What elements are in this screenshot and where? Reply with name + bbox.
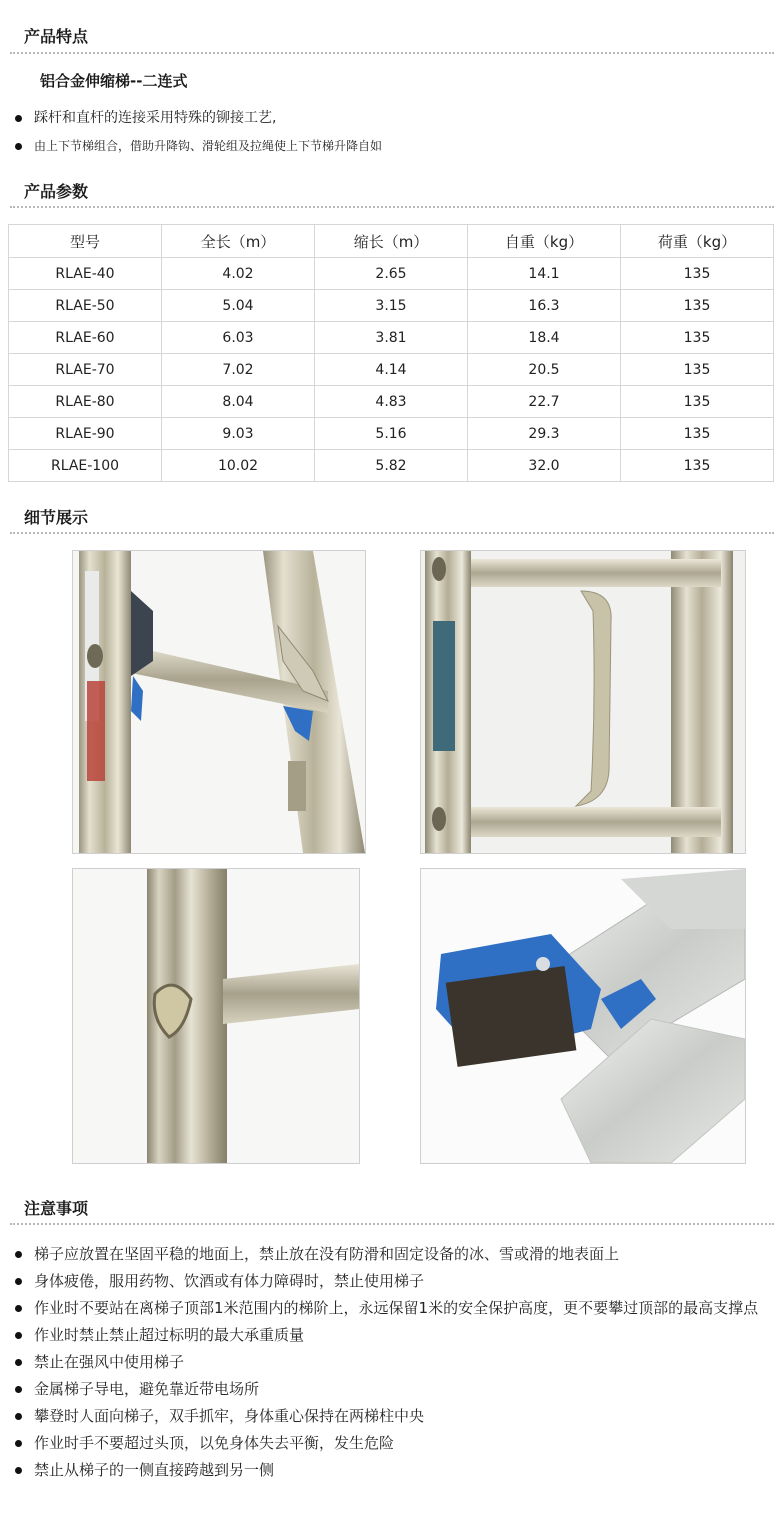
column-header: 自重（kg） — [468, 225, 621, 258]
note-item: 禁止在强风中使用梯子 — [0, 1351, 776, 1373]
note-item: 作业时手不要超过头顶，以免身体失去平衡，发生危险 — [0, 1432, 776, 1454]
table-header-row — [9, 225, 774, 258]
table-cell: 22.7 — [468, 386, 621, 418]
table-cell: 18.4 — [468, 322, 621, 354]
table-row — [9, 354, 774, 386]
note-item: 身体疲倦，服用药物、饮酒或有体力障碍时，禁止使用梯子 — [0, 1270, 776, 1292]
note-item: 禁止从梯子的一侧直接跨越到另一侧 — [0, 1459, 776, 1481]
table-cell: RLAE-40 — [9, 258, 162, 290]
table-cell: 20.5 — [468, 354, 621, 386]
table-cell: 4.83 — [315, 386, 468, 418]
table-cell: 135 — [621, 386, 774, 418]
note-item: 作业时禁止禁止超过标明的最大承重质量 — [0, 1324, 776, 1346]
table-cell: 2.65 — [315, 258, 468, 290]
note-item: 金属梯子导电，避免靠近带电场所 — [0, 1378, 776, 1400]
table-row — [9, 258, 774, 290]
table-cell: 135 — [621, 322, 774, 354]
table-cell: 4.14 — [315, 354, 468, 386]
column-header: 型号 — [9, 225, 162, 258]
table-cell: 8.04 — [162, 386, 315, 418]
table-cell: 29.3 — [468, 418, 621, 450]
table-cell: 32.0 — [468, 450, 621, 482]
params-divider — [10, 206, 774, 208]
details-divider — [10, 532, 774, 534]
detail-photo-rungs — [420, 550, 746, 854]
note-item: 攀登时人面向梯子，双手抓牢，身体重心保持在两梯柱中央 — [0, 1405, 776, 1427]
table-cell: 3.81 — [315, 322, 468, 354]
table-cell: 3.15 — [315, 290, 468, 322]
table-row — [9, 450, 774, 482]
table-cell: 9.03 — [162, 418, 315, 450]
column-header: 荷重（kg） — [621, 225, 774, 258]
features-heading: 产品特点 — [24, 27, 89, 46]
table-cell: RLAE-80 — [9, 386, 162, 418]
table-cell: 5.04 — [162, 290, 315, 322]
table-cell: 5.82 — [315, 450, 468, 482]
table-cell: 135 — [621, 418, 774, 450]
column-header: 全长（m） — [162, 225, 315, 258]
table-cell: 16.3 — [468, 290, 621, 322]
features-divider — [10, 52, 774, 54]
notes-divider — [10, 1223, 774, 1225]
feature-item: 由上下节梯组合，借助升降钩、滑轮组及拉绳使上下节梯升降自如 — [0, 132, 776, 160]
table-row — [9, 386, 774, 418]
detail-photo-joint — [72, 868, 360, 1164]
note-item: 梯子应放置在坚固平稳的地面上，禁止放在没有防滑和固定设备的冰、雪或滑的地表面上 — [0, 1243, 776, 1265]
details-heading: 细节展示 — [24, 508, 89, 527]
table-cell: RLAE-70 — [9, 354, 162, 386]
table-cell: 10.02 — [162, 450, 315, 482]
table-cell: 4.02 — [162, 258, 315, 290]
table-cell: 135 — [621, 450, 774, 482]
table-row — [9, 322, 774, 354]
detail-photo-lock — [72, 550, 366, 854]
table-cell: RLAE-100 — [9, 450, 162, 482]
note-item: 作业时不要站在离梯子顶部1米范围内的梯阶上，永远保留1米的安全保护高度，更不要攀过顶部的最高支撑点 — [0, 1297, 776, 1319]
features-list — [0, 104, 776, 160]
column-header: 缩长（m） — [315, 225, 468, 258]
params-table — [8, 224, 774, 482]
detail-photo-foot — [420, 868, 746, 1164]
table-cell: 7.02 — [162, 354, 315, 386]
table-cell: RLAE-50 — [9, 290, 162, 322]
table-cell: RLAE-60 — [9, 322, 162, 354]
product-subtitle: 铝合金伸缩梯--二连式 — [40, 72, 188, 90]
table-cell: 135 — [621, 258, 774, 290]
table-row — [9, 290, 774, 322]
table-row — [9, 418, 774, 450]
table-cell: 135 — [621, 290, 774, 322]
table-cell: 5.16 — [315, 418, 468, 450]
table-cell: RLAE-90 — [9, 418, 162, 450]
params-heading: 产品参数 — [24, 182, 89, 201]
table-cell: 6.03 — [162, 322, 315, 354]
table-cell: 135 — [621, 354, 774, 386]
notes-heading: 注意事项 — [24, 1199, 89, 1218]
notes-list — [0, 1243, 776, 1486]
table-cell: 14.1 — [468, 258, 621, 290]
feature-item: 踩杆和直杆的连接采用特殊的铆接工艺, — [0, 104, 776, 132]
